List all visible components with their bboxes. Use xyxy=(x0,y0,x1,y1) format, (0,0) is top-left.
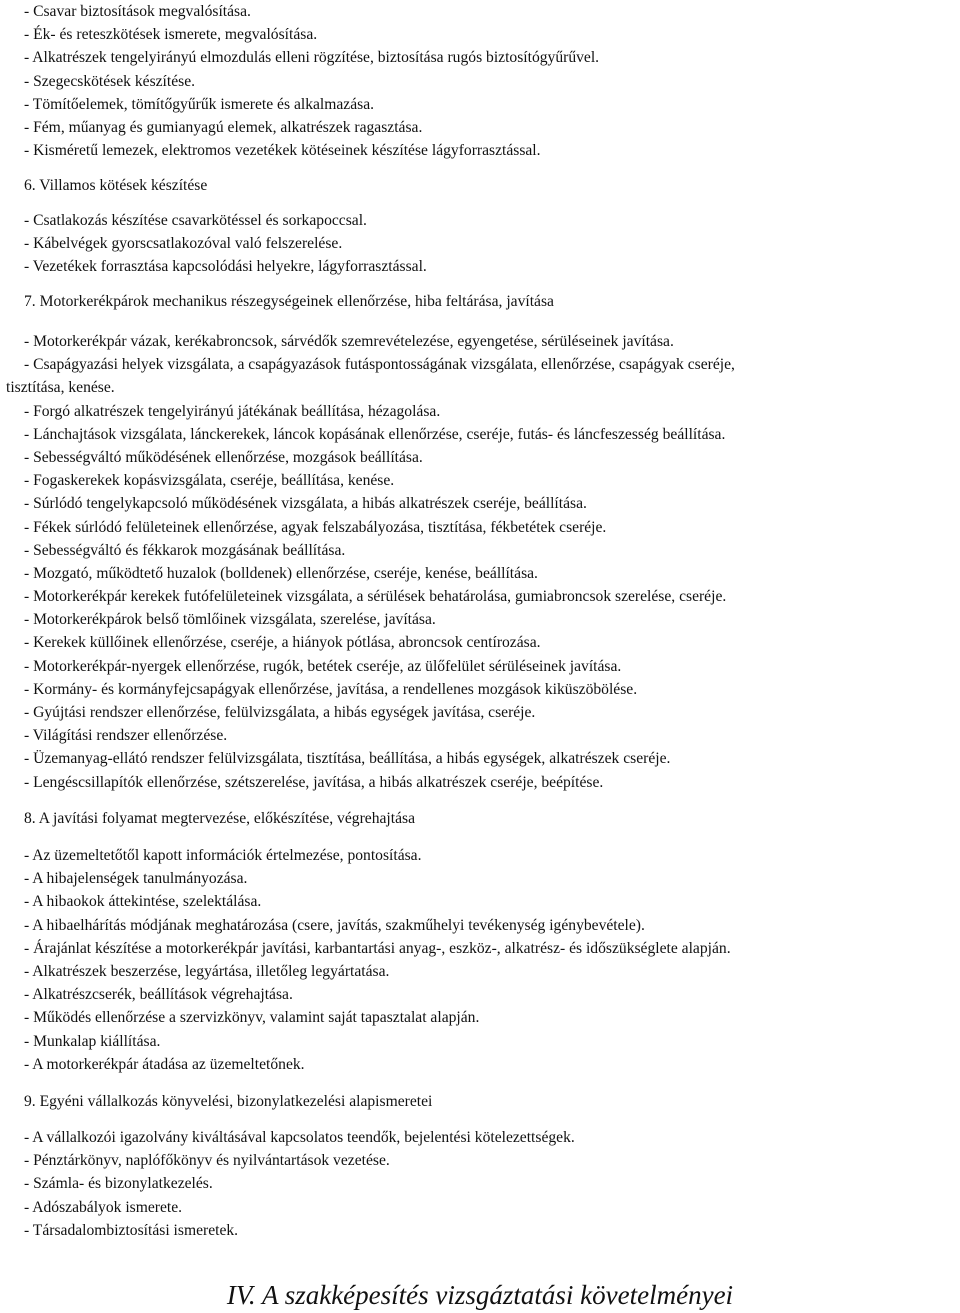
section-6-list xyxy=(0,209,960,279)
list-item: - Csatlakozás készítése csavarkötéssel és sorkapoccsal. xyxy=(24,212,367,229)
list-item: - Csavar biztosítások megvalósítása. xyxy=(24,3,251,20)
list-item: - A vállalkozói igazolvány kiváltásával kapcsolatos teendők, bejelentési kötelezettségek. xyxy=(24,1129,575,1146)
list-item: - Fogaskerekek kopásvizsgálata, cseréje, beállítása, kenése. xyxy=(24,472,395,490)
list-item: - Motorkerékpárok belső tömlőinek vizsgálata, szerelése, javítása. xyxy=(24,611,436,629)
list-item: - Alkatrészek beszerzése, legyártása, illetőleg legyártatása. xyxy=(24,962,390,980)
list-item: - Kábelvégek gyorscsatlakozóval való felszerelése. xyxy=(24,235,343,253)
list-item: - A hibajelenségek tanulmányozása. xyxy=(24,870,248,888)
list-item: - Vezetékek forrasztása kapcsolódási helyekre, lágyforrasztással. xyxy=(24,258,427,276)
section-heading: 7. Motorkerékpárok mechanikus részegységeinek ellenőrzése, hiba feltárása, javítása xyxy=(24,293,554,310)
section-8 xyxy=(0,807,960,830)
section-7-list xyxy=(0,330,960,794)
list-item: - Motorkerékpár-nyergek ellenőrzése, rugók, betétek cseréje, az ülőfelület sérüléseinek javítása. xyxy=(24,657,622,675)
list-item: - Fékek súrlódó felületeinek ellenőrzése, agyak felszabályozása, tisztítása, fékbetétek cseréje. xyxy=(24,518,607,536)
chapter-title: IV. A szakképesítés vizsgáztatási követelményei xyxy=(226,1280,734,1310)
list-item: - Munkalap kiállítása. xyxy=(24,1032,161,1050)
section-heading: 8. A javítási folyamat megtervezése, előkészítése, végrehajtása xyxy=(24,810,415,827)
list-item: - Lengéscsillapítók ellenőrzése, szétszerelése, javítása, a hibás alkatrészek cseréje, beépítése. xyxy=(24,773,604,791)
list-item: - Mozgató, működtető huzalok (bolldenek) ellenőrzése, cseréje, kenése, beállítása. xyxy=(24,564,538,582)
list-item: - Árajánlat készítése a motorkerékpár javítási, karbantartási anyag-, eszköz-, alkatrész- és időszükséglete alapján. xyxy=(24,939,731,957)
section-9-list xyxy=(0,1126,960,1242)
list-item: - Társadalombiztosítási ismeretek. xyxy=(24,1221,239,1239)
list-item: - Forgó alkatrészek tengelyirányú játékának beállítása, hézagolása. xyxy=(24,402,441,420)
list-item: - A hibaelhárítás módjának meghatározása (csere, javítás, szakműhelyi tevékenység igénybevétele). xyxy=(24,916,645,934)
section-6 xyxy=(0,174,960,197)
list-item: - Gyújtási rendszer ellenőrzése, felülvizsgálata, a hibás egységek javítása, cseréje. xyxy=(24,704,536,721)
list-item: - Súrlódó tengelykapcsoló működésének vizsgálata, a hibás alkatrészek cseréje, beállítása. xyxy=(24,495,587,513)
list-item: - Pénztárkönyv, naplófőkönyv és nyilvántartások vezetése. xyxy=(24,1152,390,1170)
list-item: - Lánchajtások vizsgálata, lánckerekek, láncok kopásának ellenőrzése, cseréje, futás- és láncfeszesség beállítása. xyxy=(24,425,726,443)
list-item: - Ék- és reteszkötések ismerete, megvalósítása. xyxy=(24,26,318,44)
list-item: - Motorkerékpár kerekek futófelületeinek vizsgálata, a sérülések behatárolása, gumiabroncsok szerelése, cseréje. xyxy=(24,588,727,606)
list-item: - Sebességváltó és fékkarok mozgásának beállítása. xyxy=(24,541,346,559)
section-9 xyxy=(0,1090,960,1113)
list-item: - Kerekek küllőinek ellenőrzése, cseréje, a hiányok pótlása, abroncsok centírozása. xyxy=(24,634,541,652)
section-heading: 6. Villamos kötések készítése xyxy=(24,177,208,194)
list-item: - Alkatrészek tengelyirányú elmozdulás elleni rögzítése, biztosítása rugós biztosítógyűrűvel. xyxy=(24,49,600,67)
section-heading: 9. Egyéni vállalkozás könyvelési, bizonylatkezelési alapismeretei xyxy=(24,1093,433,1110)
section-8-list xyxy=(0,844,960,1076)
list-item: - Kisméretű lemezek, elektromos vezetékek kötéseinek készítése lágyforrasztással. xyxy=(24,142,541,160)
list-item: - Világítási rendszer ellenőrzése. xyxy=(24,727,228,745)
section-7 xyxy=(0,290,960,313)
list-item: - Működés ellenőrzése a szervizkönyv, valamint saját tapasztalat alapján. xyxy=(24,1009,480,1027)
list-item: - Üzemanyag-ellátó rendszer felülvizsgálata, tisztítása, beállítása, a hibás egységek, alkatrészek cseréje. xyxy=(24,750,671,768)
list-item: - Számla- és bizonylatkezelés. xyxy=(24,1175,213,1193)
list-item: - Szegecskötések készítése. xyxy=(24,72,196,90)
list-item: - Csapágyazási helyek vizsgálata, a csapágyazások futáspontosságának vizsgálata, ellenőrzése, csapágyak cseréje, xyxy=(24,356,735,374)
list-item: - Sebességváltó működésének ellenőrzése, mozgások beállítása. xyxy=(24,448,423,466)
list-item: - Az üzemeltetőtől kapott információk értelmezése, pontosítása. xyxy=(24,847,422,864)
list-item: - Tömítőelemek, tömítőgyűrűk ismerete és alkalmazása. xyxy=(24,95,375,113)
list-item: - Alkatrészcserék, beállítások végrehajtása. xyxy=(24,986,293,1004)
list-item: - A motorkerékpár átadása az üzemeltetőnek. xyxy=(24,1055,305,1073)
list-item: - Kormány- és kormányfejcsapágyak ellenőrzése, javítása, a rendellenes mozgások kiküszöbölése. xyxy=(24,680,638,698)
list-item: - Motorkerékpár vázak, kerékabroncsok, sárvédők szemrevételezése, egyengetése, sérüléseinek javítása. xyxy=(24,333,674,350)
list-item-continuation: tisztítása, kenése. xyxy=(6,379,115,397)
list-item: - Fém, műanyag és gumianyagú elemek, alkatrészek ragasztása. xyxy=(24,118,423,136)
list-item: - Adószabályok ismerete. xyxy=(24,1198,183,1216)
list-block-1 xyxy=(0,0,960,162)
list-item: - A hibaokok áttekintése, szelektálása. xyxy=(24,893,262,911)
